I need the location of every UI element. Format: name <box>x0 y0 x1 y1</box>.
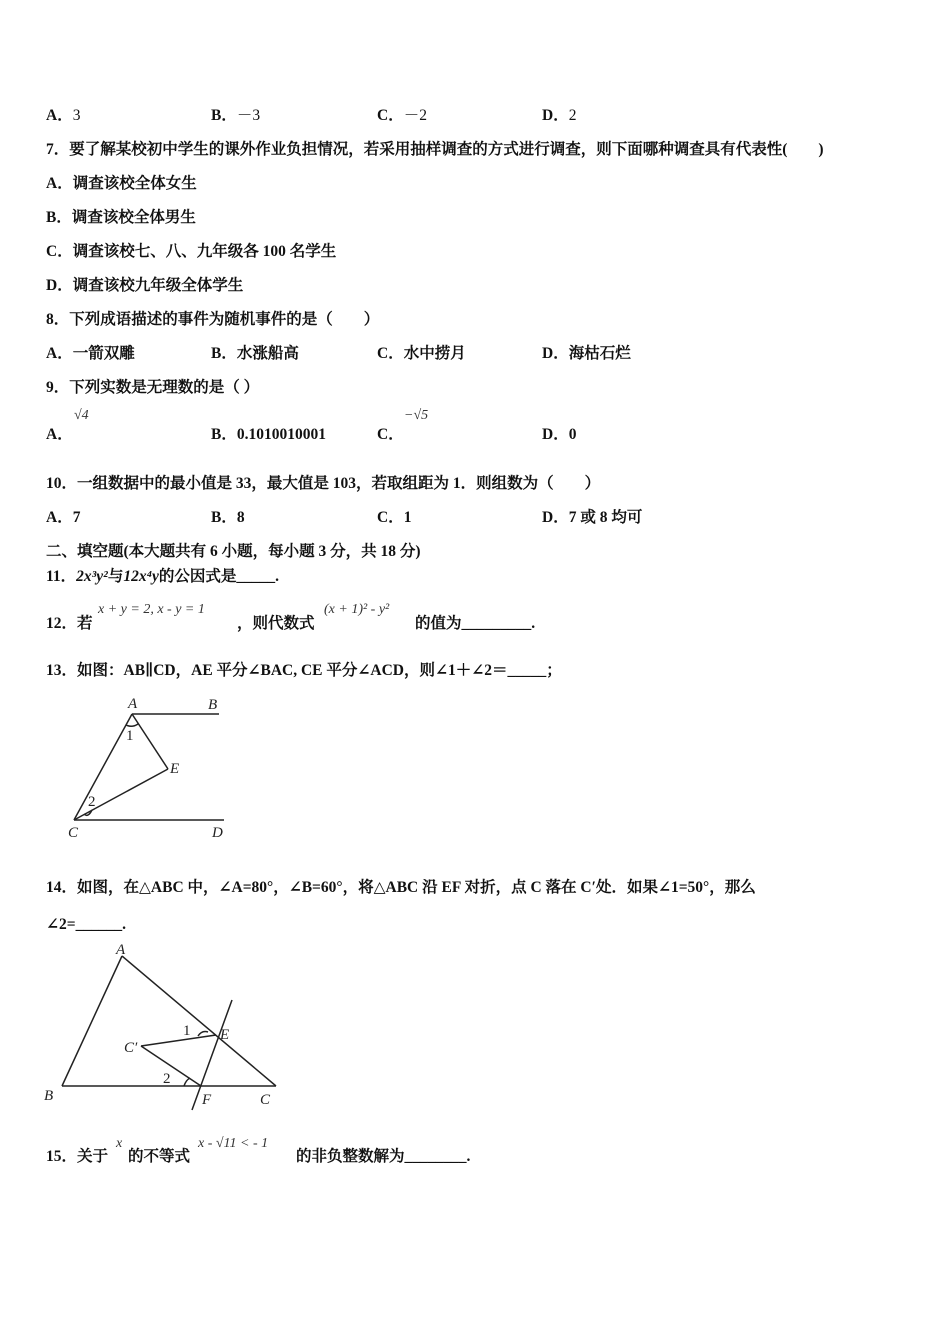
angle-1-arc <box>198 1032 208 1037</box>
q10-option-b: B．8 <box>211 509 245 526</box>
section-heading: 二、填空题(本大题共有 6 小题，每小题 3 分，共 18 分) <box>46 543 421 560</box>
label-2: 2 <box>88 794 96 810</box>
line-c-prime-e <box>141 1035 216 1046</box>
label-c: C <box>260 1092 271 1108</box>
q8-option-b: B．水涨船高 <box>211 345 299 362</box>
q15-var: x <box>116 1136 123 1151</box>
q9-stem: 9．下列实数是无理数的是（ ） <box>46 379 260 396</box>
q10-option-a: A．7 <box>46 509 81 526</box>
q6-option-a: A．3 <box>46 107 81 124</box>
q12-mid: ，则代数式 <box>237 615 315 632</box>
q9-option-a: A． <box>46 426 73 443</box>
label-e: E <box>170 761 180 777</box>
line-ae <box>132 714 168 769</box>
label-c: C <box>68 825 79 841</box>
label-1: 1 <box>126 728 134 744</box>
q12-expression: (x + 1)² - y² <box>324 602 390 617</box>
q12-suffix: 的值为_________. <box>415 615 536 632</box>
q7-option-d: D．调查该校九年级全体学生 <box>46 277 244 294</box>
q13-figure <box>62 692 242 842</box>
q9-option-c: C． <box>377 426 404 443</box>
label-b: B <box>44 1088 54 1104</box>
q12-prefix: 12．若 <box>46 615 93 632</box>
line-ef <box>192 1000 232 1110</box>
q13-stem: 13．如图：AB∥CD，AE 平分∠BAC, CE 平分∠ACD，则∠1＋∠2＝_____； <box>46 662 562 679</box>
label-1: 1 <box>183 1023 191 1039</box>
q14-stem: 14．如图，在△ABC 中，∠A=80°，∠B=60°，将△ABC 沿 EF 对折，点 C 落在 C′处．如果∠1=50°，那么 <box>46 879 756 896</box>
q9-option-d: D．0 <box>542 426 577 443</box>
q7-stem: 7．要了解某校初中学生的课外作业负担情况，若采用抽样调查的方式进行调查，则下面哪种调查具有代表性( ) <box>46 141 824 158</box>
q8-option-a: A．一箭双雕 <box>46 345 135 362</box>
line-ab <box>62 956 122 1086</box>
q6-option-c: C．－2 <box>377 107 427 124</box>
q7-option-b: B．调查该校全体男生 <box>46 209 196 226</box>
q8-option-c: C．水中捞月 <box>377 345 466 362</box>
label-b: B <box>208 697 218 713</box>
q9-option-b: B．0.1010010001 <box>211 426 326 443</box>
q10-stem: 10．一组数据中的最小值是 33，最大值是 103，若取组距为 1．则组数为（ ） <box>46 475 601 492</box>
angle-2-arc <box>184 1078 190 1086</box>
q10-option-d: D．7 或 8 均可 <box>542 509 643 526</box>
label-a: A <box>128 696 138 712</box>
angle-1-arc <box>126 724 138 726</box>
q15-prefix: 15．关于 <box>46 1148 109 1165</box>
label-2: 2 <box>163 1071 171 1087</box>
q9-option-c-math: −√5 <box>404 408 429 423</box>
q6-option-d: D．2 <box>542 107 577 124</box>
q11: 11．2x³y²与12x⁴y的公因式是_____. <box>46 568 280 585</box>
q12-condition: x + y = 2, x - y = 1 <box>98 602 205 617</box>
q15-inequality: x - √11 < - 1 <box>198 1136 269 1151</box>
q9-option-a-math: √4 <box>74 408 89 423</box>
label-f: F <box>202 1092 212 1108</box>
label-c-prime: C′ <box>124 1040 138 1056</box>
line-c-prime-f <box>141 1046 201 1086</box>
q8-stem: 8．下列成语描述的事件为随机事件的是（ ） <box>46 311 380 328</box>
label-a: A <box>116 942 126 958</box>
q10-option-c: C．1 <box>377 509 412 526</box>
q8-option-d: D．海枯石烂 <box>542 345 631 362</box>
q15-mid: 的不等式 <box>128 1148 191 1165</box>
q14-figure <box>40 940 290 1115</box>
line-ac <box>122 956 276 1086</box>
q7-option-a: A．调查该校全体女生 <box>46 175 197 192</box>
q14-stem-2: ∠2=______. <box>46 916 126 933</box>
label-e: E <box>220 1027 230 1043</box>
q15-suffix: 的非负整数解为________. <box>296 1148 471 1165</box>
q7-option-c: C．调查该校七、八、九年级各 100 名学生 <box>46 243 337 260</box>
label-d: D <box>212 825 223 841</box>
q6-option-b: B．－3 <box>211 107 261 124</box>
